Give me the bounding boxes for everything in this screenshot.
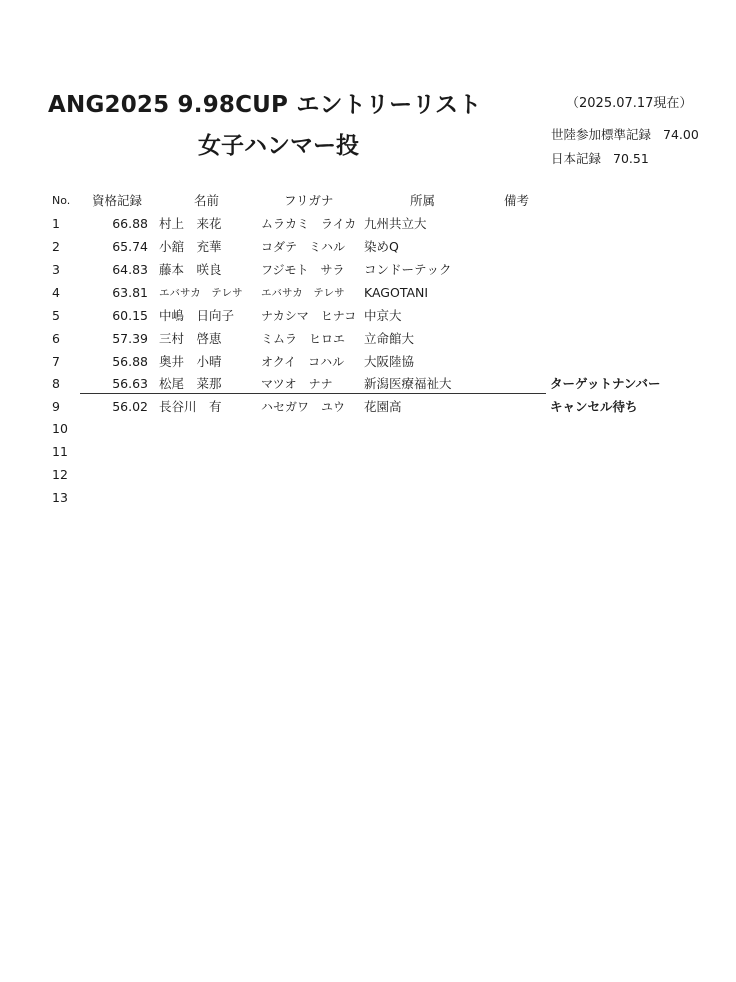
target-number-note: ターゲットナンバー — [550, 376, 661, 391]
row-no: 8 — [52, 376, 60, 391]
row-no: 3 — [52, 262, 60, 277]
row-mark: 66.88 — [112, 216, 148, 231]
table-row — [0, 308, 736, 331]
national-record-value: 70.51 — [613, 151, 649, 166]
page-title: ANG2025 9.98CUP エントリーリスト — [48, 92, 482, 118]
row-name: 村上 来花 — [159, 216, 222, 231]
row-affiliation: 花園高 — [364, 399, 402, 414]
qualifying-standard-label: 世陸参加標準記録 — [551, 127, 652, 142]
row-kana: オクイ コハル — [261, 355, 345, 369]
row-kana: ムラカミ ライカ — [261, 217, 357, 231]
row-mark: 56.02 — [112, 399, 148, 414]
row-name: 長谷川 有 — [159, 399, 222, 414]
row-name: 三村 啓恵 — [159, 331, 222, 346]
row-mark: 56.88 — [112, 354, 148, 369]
row-affiliation: 新潟医療福祉大 — [364, 376, 452, 391]
cancel-wait-note: キャンセル待ち — [550, 399, 638, 414]
column-header-kana: フリガナ — [284, 193, 334, 208]
table-row — [0, 216, 736, 239]
table-row — [0, 331, 736, 354]
row-no: 4 — [52, 285, 60, 300]
row-no: 5 — [52, 308, 60, 323]
table-row — [0, 239, 736, 262]
row-kana: ハセガワ ユウ — [261, 400, 346, 414]
table-row — [0, 285, 736, 308]
row-name: 松尾 菜那 — [159, 376, 222, 391]
table-row — [0, 421, 736, 444]
row-kana: ナカシマ ヒナコ — [261, 309, 357, 323]
row-affiliation: コンドーテック — [364, 262, 452, 277]
row-no: 9 — [52, 399, 60, 414]
column-header-note: 備考 — [504, 193, 530, 208]
as-of-date: （2025.07.17現在） — [566, 96, 693, 111]
row-affiliation: 中京大 — [364, 308, 402, 323]
event-title: 女子ハンマー投 — [198, 133, 359, 159]
table-row — [0, 444, 736, 467]
row-name: 藤本 咲良 — [159, 262, 222, 277]
row-mark: 64.83 — [112, 262, 148, 277]
national-record-label: 日本記録 — [551, 151, 602, 166]
qualifying-standard-value: 74.00 — [663, 127, 699, 142]
column-header-affiliation: 所属 — [410, 193, 436, 208]
row-affiliation: 大阪陸協 — [364, 354, 415, 369]
row-kana: エバサカ テレサ — [261, 287, 345, 299]
row-mark: 60.15 — [112, 308, 148, 323]
column-header-mark: 資格記録 — [92, 193, 143, 208]
row-no: 11 — [52, 444, 68, 459]
row-no: 2 — [52, 239, 60, 254]
row-name: 中嶋 日向子 — [159, 308, 235, 323]
row-mark: 65.74 — [112, 239, 148, 254]
table-row — [0, 490, 736, 513]
row-affiliation: 九州共立大 — [364, 216, 427, 231]
row-kana: コダテ ミハル — [261, 240, 346, 254]
row-no: 1 — [52, 216, 60, 231]
row-name: エバサカ テレサ — [159, 287, 243, 299]
row-kana: ミムラ ヒロエ — [261, 332, 346, 346]
row-affiliation: KAGOTANI — [364, 285, 429, 300]
row-no: 6 — [52, 331, 60, 346]
row-mark: 57.39 — [112, 331, 148, 346]
row-affiliation: 立命館大 — [364, 331, 415, 346]
table-row — [0, 262, 736, 285]
row-affiliation: 染めQ — [364, 239, 399, 254]
target-number-divider — [80, 393, 546, 394]
row-name: 奥井 小晴 — [159, 354, 222, 369]
row-no: 10 — [52, 421, 68, 436]
row-no: 7 — [52, 354, 60, 369]
row-kana: フジモト サラ — [261, 263, 345, 277]
column-header-no: No. — [52, 194, 71, 207]
column-header-name: 名前 — [194, 193, 220, 208]
row-kana: マツオ ナナ — [261, 377, 333, 391]
row-name: 小舘 充華 — [159, 239, 222, 254]
row-mark: 63.81 — [112, 285, 148, 300]
row-no: 13 — [52, 490, 68, 505]
table-row — [0, 467, 736, 490]
row-mark: 56.63 — [112, 376, 148, 391]
row-no: 12 — [52, 467, 68, 482]
